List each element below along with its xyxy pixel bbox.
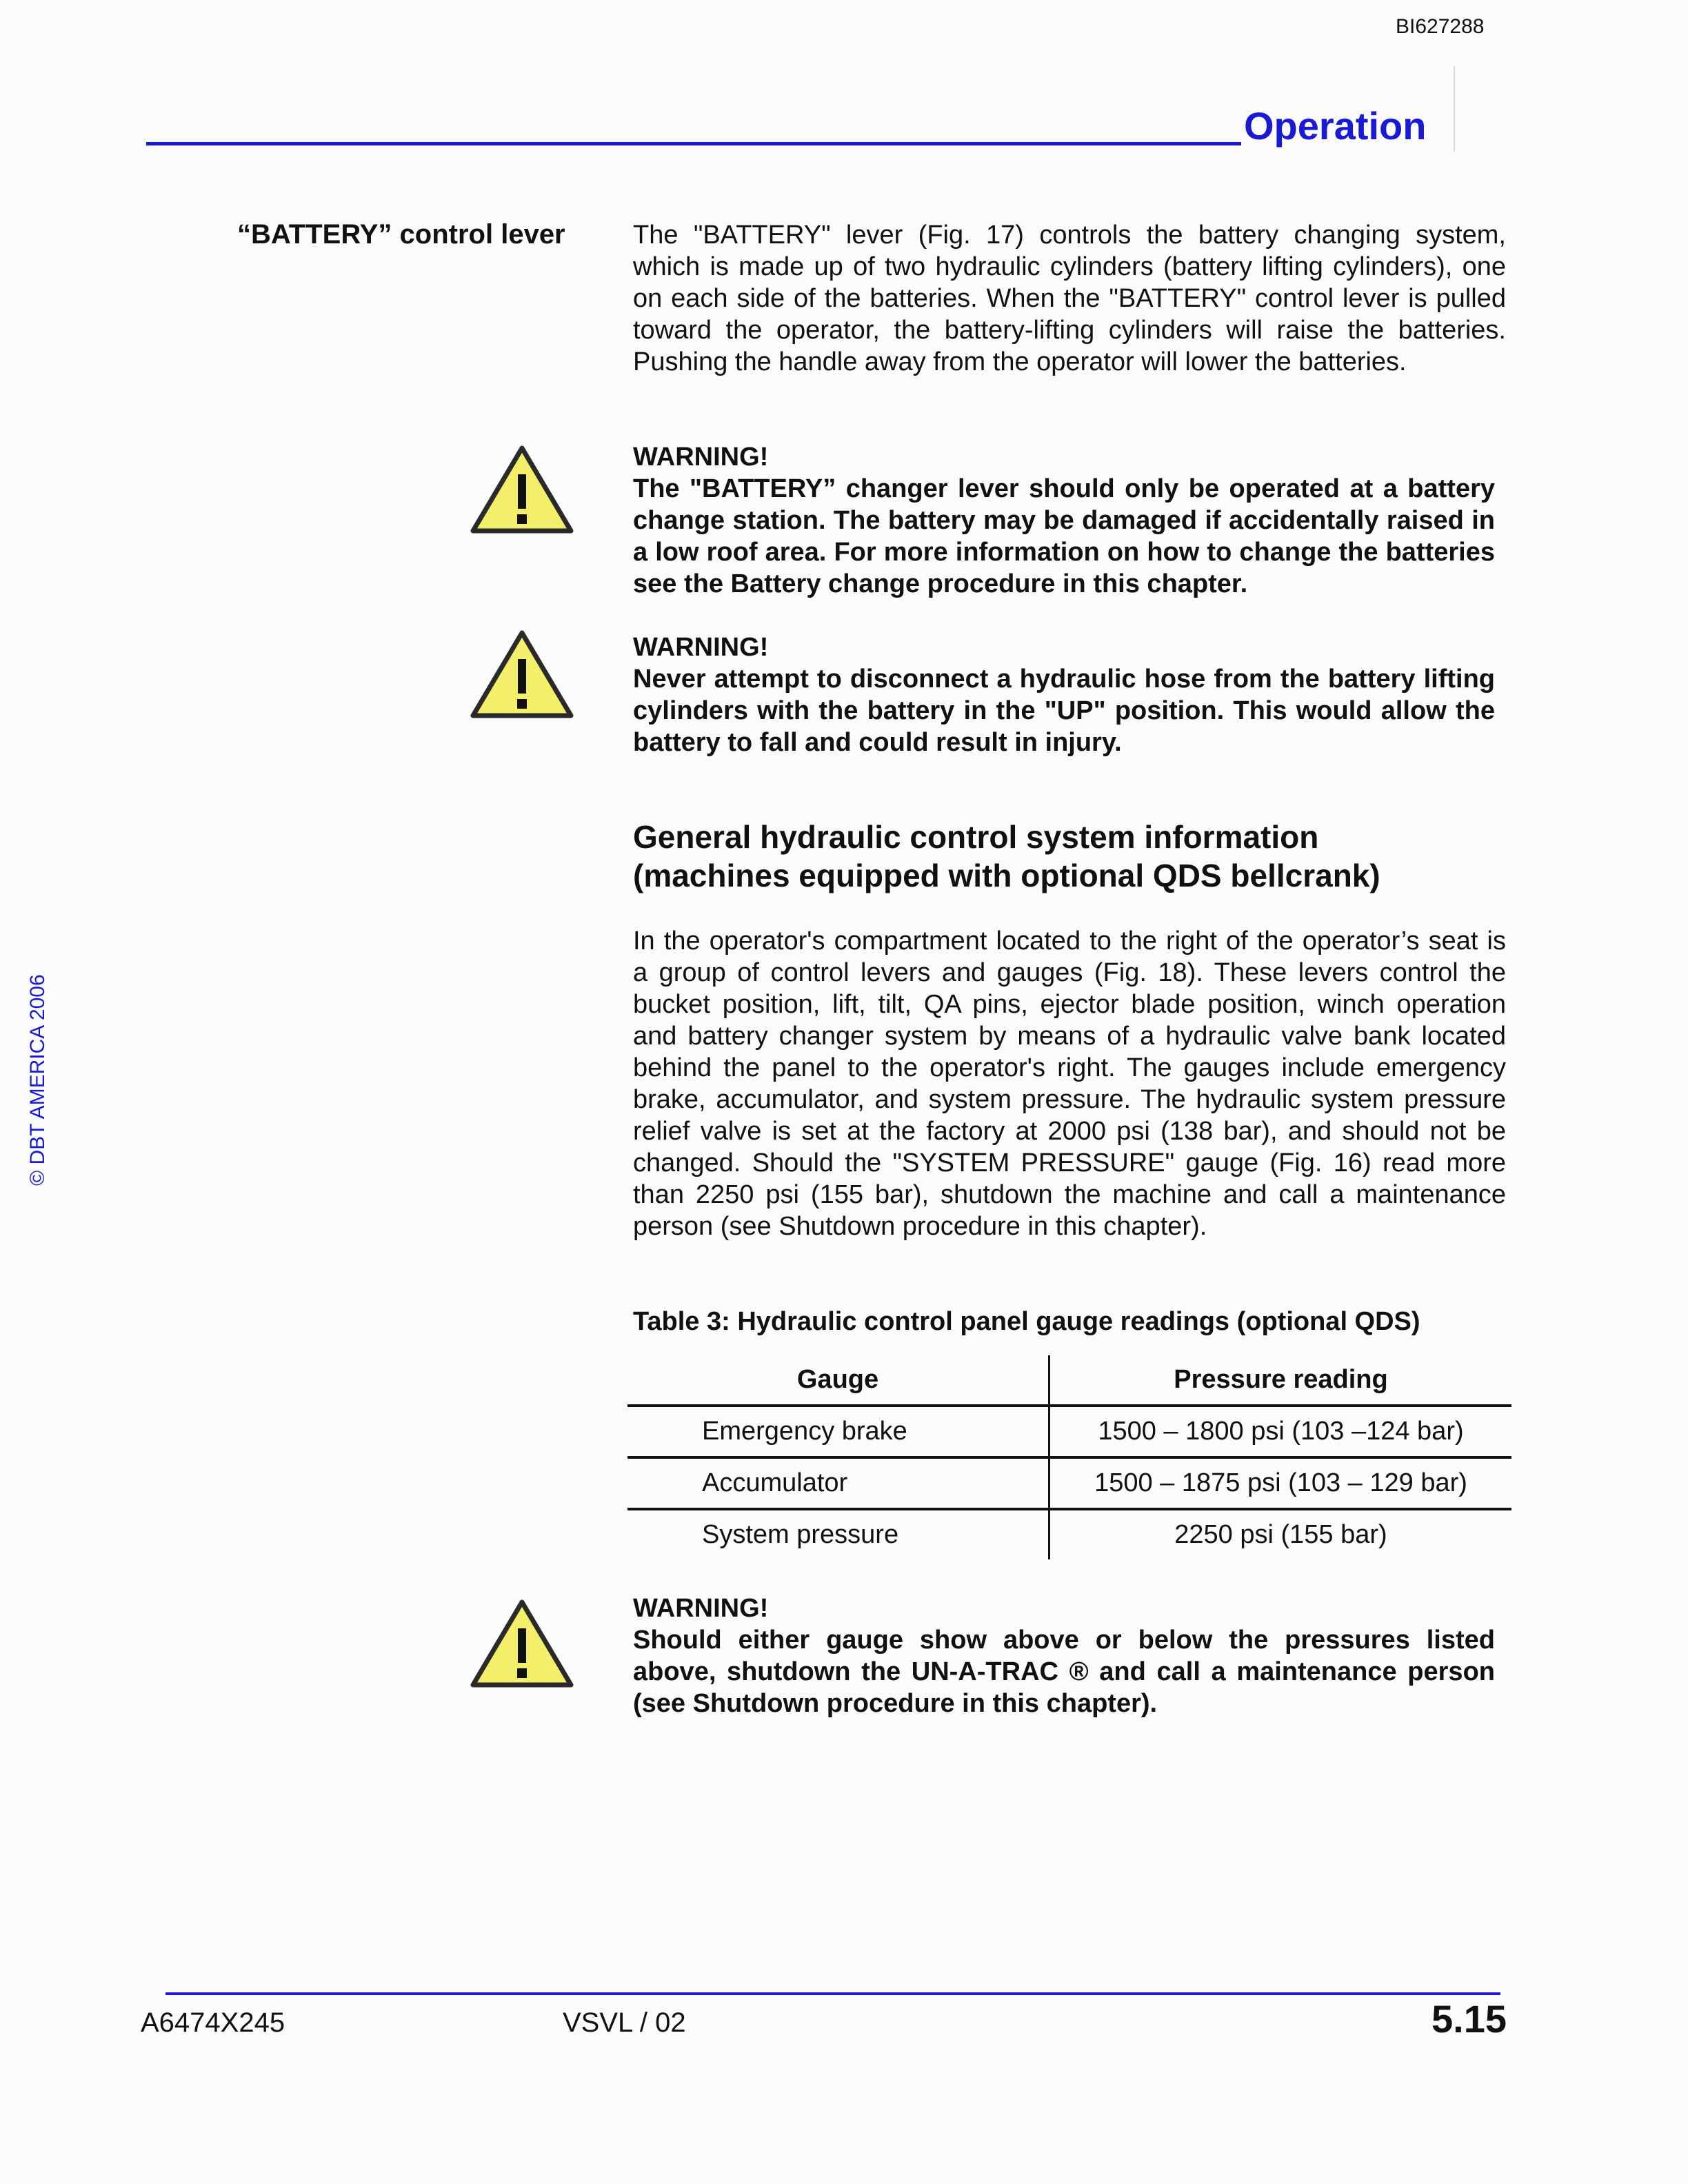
table-cell-reading: 1500 – 1875 psi (103 – 129 bar) (1049, 1457, 1512, 1509)
table-cell-gauge: System pressure (627, 1509, 1049, 1559)
battery-lever-paragraph: The "BATTERY" lever (Fig. 17) controls the battery changing system, which is made up of two hydraulic cylinders (battery lifting cylinders), one on each side of the batteries. When the "BATTERY" control lever is pulled toward the operator, the battery-lifting cylinders will raise the batteries. Pushing the handle away from the operator will lower the batteries. (633, 221, 1506, 376)
footer-rule (165, 1992, 1500, 1995)
table-header-row (627, 1355, 1511, 1406)
page-number: 5.15 (1431, 1997, 1507, 2041)
warning-title: WARNING! (633, 1594, 769, 1623)
warning-title: WARNING! (633, 443, 769, 472)
table-row (627, 1509, 1511, 1559)
footer-part-number: A6474X245 (141, 2008, 285, 2038)
warning-text: Should either gauge show above or below the pressures listed above, shutdown the UN-A-TRAC ® and call a maintenance person (see Shutdown procedure in this chapter). (633, 1626, 1495, 1718)
warning-battery-changer (633, 441, 1495, 600)
header-divider (1454, 66, 1455, 152)
side-copyright: © DBT AMERICA 2006 (26, 974, 49, 1186)
column-header-pressure: Pressure reading (1049, 1355, 1512, 1406)
table-row (627, 1457, 1511, 1509)
hydraulic-heading-line2: (machines equipped with optional QDS bellcrank) (633, 858, 1380, 893)
table-row (627, 1406, 1511, 1457)
battery-lever-heading: “BATTERY” control lever (237, 219, 565, 250)
table-caption: Table 3: Hydraulic control panel gauge readings (optional QDS) (633, 1307, 1420, 1336)
document-id: BI627288 (1396, 15, 1485, 38)
warning-triangle-icon (469, 444, 575, 536)
warning-triangle-icon (469, 629, 575, 721)
hydraulic-paragraph: In the operator's compartment located to the right of the operator’s seat is a group of control levers and gauges (Fig. 18). These levers control the bucket position, lift, tilt, QA pins, ejector blade position, winch operation and battery changer system by means of a hydraulic valve bank located behind the panel to the operator's right. The gauges include emergency brake, accumulator, and system pressure. The hydraulic system pressure relief valve is set at the factory at 2000 psi (138 bar), and should not be changed. Should the "SYSTEM PRESSURE" gauge (Fig. 16) read more than 2250 psi (155 bar), shutdown the machine and call a maintenance person (see Shutdown procedure in this chapter). (633, 927, 1506, 1241)
warning-gauge-pressure (633, 1593, 1495, 1719)
hydraulic-section-heading (633, 818, 1529, 895)
footer-version: VSVL / 02 (563, 2008, 686, 2038)
table-cell-reading: 2250 psi (155 bar) (1174, 1520, 1387, 1549)
warning-title: WARNING! (633, 633, 769, 662)
column-header-gauge: Gauge (627, 1355, 1049, 1406)
warning-triangle-icon (469, 1598, 575, 1690)
table-cell-reading: 1500 – 1800 psi (103 –124 bar) (1049, 1406, 1512, 1457)
gauge-readings-table (627, 1355, 1511, 1559)
header-rule (146, 142, 1241, 145)
warning-text: The "BATTERY” changer lever should only be operated at a battery change station. The battery may be damaged if accidentally raised in a low roof area. For more information on how to change the batteries see the Battery change procedure in this chapter. (633, 474, 1495, 598)
warning-hydraulic-hose (633, 631, 1495, 758)
page-title: Operation (1244, 104, 1427, 148)
warning-text: Never attempt to disconnect a hydraulic hose from the battery lifting cylinders with the battery in the "UP" position. This would allow the battery to fall and could result in injury. (633, 665, 1495, 757)
hydraulic-heading-line1: General hydraulic control system information (633, 819, 1319, 855)
table-cell-gauge: Accumulator (627, 1457, 1049, 1509)
table-cell-gauge: Emergency brake (627, 1406, 1049, 1457)
